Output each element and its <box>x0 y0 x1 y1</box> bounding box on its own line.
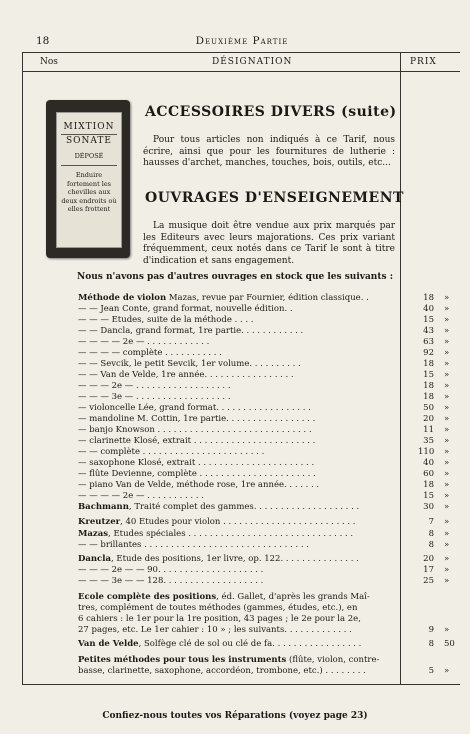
row-price: 63 <box>423 337 434 347</box>
row-price-cents: » <box>444 502 450 512</box>
row-price-cents: » <box>444 554 450 564</box>
row-designation: — saxophone Klosé, extrait . . . . . . . . . . . . . . . . . . . . . . <box>78 458 315 468</box>
row-price-cents: » <box>444 666 450 676</box>
row-designation: — — — Etudes, suite de la méthode . . . . <box>78 315 254 325</box>
row-price-cents: » <box>444 565 450 575</box>
row-price: 92 <box>423 348 434 358</box>
row-price: 20 <box>423 554 434 564</box>
price-column-line <box>400 52 401 684</box>
row-price: 40 <box>423 304 434 314</box>
column-header-price: PRIX <box>410 57 437 67</box>
row-designation: Kreutzer, 40 Etudes pour violon . . . . . . . . . . . . . . . . . . . . . . . . . <box>78 517 356 527</box>
row-price: 110 <box>418 447 435 457</box>
row-price-cents: » <box>444 517 450 527</box>
row-designation: tres, complément de toutes méthodes (gammes, études, etc.), en <box>78 603 358 613</box>
row-designation: 6 cahiers : le 1er pour la 1re position, 43 pages ; le 2e pour la 2e, <box>78 614 361 624</box>
row-price-cents: » <box>444 458 450 468</box>
accessories-text: Pour tous articles non indiqués à ce Tarif, nous écrire, ainsi que pour les fournitures de lutherie : hausses d'archet, manches, touches, bois, outils, etc... <box>143 135 395 168</box>
row-price-cents: » <box>444 491 450 501</box>
product-label-line3: DÉPOSÉ <box>74 152 104 160</box>
row-price: 8 <box>428 639 434 649</box>
row-price: 18 <box>423 293 434 303</box>
row-designation: — violoncelle Lée, grand format. . . . . . . . . . . . . . . . . . <box>78 403 311 413</box>
row-price-cents: » <box>444 315 450 325</box>
row-price: 18 <box>423 392 434 402</box>
row-price: 50 <box>423 403 434 413</box>
column-header-number: Nos <box>40 57 58 67</box>
row-designation: Dancla, Etude des positions, 1er livre, op. 122. . . . . . . . . . . . . . . <box>78 554 359 564</box>
page-header <box>36 35 448 49</box>
row-price-cents: » <box>444 359 450 369</box>
row-designation: — — — — 2e — . . . . . . . . . . . . <box>78 337 210 347</box>
row-price-cents: » <box>444 370 450 380</box>
row-price-cents: » <box>444 480 450 490</box>
row-price-cents: » <box>444 326 450 336</box>
row-designation: — banjo Knowson . . . . . . . . . . . . . . . . . . . . . . . . . . . . . <box>78 425 312 435</box>
row-price-cents: » <box>444 447 450 457</box>
row-designation: Méthode de violon Mazas, revue par Fournier, édition classique. . <box>78 293 369 303</box>
footer-note: Confiez-nous toutes vos Réparations (voyez page 23) <box>102 711 368 721</box>
product-label-line2: SONATE <box>66 136 112 146</box>
row-price: 15 <box>423 491 434 501</box>
left-border-line <box>22 52 23 684</box>
row-designation: — — — 2e — . . . . . . . . . . . . . . . . . . <box>78 381 231 391</box>
row-price-cents: » <box>444 381 450 391</box>
row-designation: — — Van de Velde, 1re année. . . . . . . . . . . . . . . . . <box>78 370 294 380</box>
teaching-works-heading: OUVRAGES D'ENSEIGNEMENT <box>145 190 404 206</box>
row-price-cents: » <box>444 304 450 314</box>
row-price-cents: » <box>444 425 450 435</box>
row-designation: basse, clarinette, saxophone, accordéon, trombone, etc.) . . . . . . . . <box>78 666 366 676</box>
teaching-works-text: La musique doit être vendue aux prix marqués par les Editeurs avec leurs majorations. Ces prix variant fréquemment, ceux notés dans ce Tarif le sont à titre d'indication et sans engagement. <box>143 221 395 266</box>
row-designation: — — — 2e — — 90. . . . . . . . . . . . . . . . . . . . <box>78 565 264 575</box>
row-price-cents: » <box>444 414 450 424</box>
row-designation: Ecole complète des positions, éd. Gallet, d'après les grands Maî- <box>78 592 370 602</box>
row-price: 60 <box>423 469 434 479</box>
row-price: 8 <box>428 540 434 550</box>
stock-intro: Nous n'avons pas d'autres ouvrages en stock que les suivants : <box>76 272 394 282</box>
row-price-cents: » <box>444 576 450 586</box>
row-price: 5 <box>428 666 434 676</box>
row-designation: — — — 3e — — 128. . . . . . . . . . . . . . . . . . . <box>78 576 264 586</box>
product-label-line1: MIXTION <box>63 122 115 132</box>
row-price-cents: » <box>444 529 450 539</box>
row-designation: — flûte Devienne, complète . . . . . . . . . . . . . . . . . . . . . . <box>78 469 316 479</box>
row-price-cents: » <box>444 469 450 479</box>
row-price-cents: » <box>444 625 450 635</box>
row-price-cents: » <box>444 403 450 413</box>
row-price: 20 <box>423 414 434 424</box>
row-price: 9 <box>428 625 434 635</box>
row-price: 15 <box>423 370 434 380</box>
part-title: Deuxième Partie <box>195 35 289 47</box>
row-price-cents: 50 <box>444 639 455 649</box>
row-designation: — — — — 2e — . . . . . . . . . . . <box>78 491 204 501</box>
row-designation: Van de Velde, Solfège clé de sol ou clé de fa. . . . . . . . . . . . . . . . . <box>78 639 362 649</box>
row-designation: — — Dancla, grand format, 1re partie. . . . . . . . . . . . <box>78 326 304 336</box>
row-price: 8 <box>428 529 434 539</box>
row-price: 43 <box>423 326 434 336</box>
row-price: 25 <box>423 576 434 586</box>
product-label-instructions: Enduire fortement les chevilles aux deux endroits où elles frottent <box>61 171 117 213</box>
row-designation: — — Jean Conte, grand format, nouvelle édition. . <box>78 304 293 314</box>
row-designation: — mandoline M. Cottin, 1re partie. . . . . . . . . . . . . . . . . <box>78 414 316 424</box>
row-price: 7 <box>428 517 434 527</box>
row-designation: Petites méthodes pour tous les instruments (flûte, violon, contre- <box>78 655 380 665</box>
row-designation: — — brillantes . . . . . . . . . . . . . . . . . . . . . . . . . . . . . . . <box>78 540 309 550</box>
row-designation: Mazas, Etudes spéciales . . . . . . . . . . . . . . . . . . . . . . . . . . . . . . . <box>78 529 354 539</box>
mixtion-product-image <box>46 100 130 258</box>
accessories-heading: ACCESSOIRES DIVERS (suite) <box>145 104 397 120</box>
row-designation: Bachmann, Traité complet des gammes. . . . . . . . . . . . . . . . . . . . <box>78 502 360 512</box>
row-price-cents: » <box>444 392 450 402</box>
row-designation: — — complète . . . . . . . . . . . . . . . . . . . . . . . <box>78 447 265 457</box>
row-designation: — clarinette Klosé, extrait . . . . . . . . . . . . . . . . . . . . . . . <box>78 436 316 446</box>
row-price: 18 <box>423 359 434 369</box>
row-price-cents: » <box>444 337 450 347</box>
row-price: 18 <box>423 381 434 391</box>
row-price: 40 <box>423 458 434 468</box>
table-bottom-line <box>22 684 460 685</box>
row-designation: — — — 3e — . . . . . . . . . . . . . . . . . . <box>78 392 231 402</box>
row-designation: — piano Van de Velde, méthode rose, 1re année. . . . . . . <box>78 480 320 490</box>
table-header <box>22 52 460 72</box>
row-price: 18 <box>423 480 434 490</box>
row-price: 35 <box>423 436 434 446</box>
row-designation: 27 pages, etc. Le 1er cahier : 10 » ; les suivants. . . . . . . . . . . . . <box>78 625 352 635</box>
row-price-cents: » <box>444 540 450 550</box>
row-designation: — — Sevcik, le petit Sevcik, 1er volume. . . . . . . . . . <box>78 359 301 369</box>
row-price: 15 <box>423 315 434 325</box>
row-price: 30 <box>423 502 434 512</box>
row-price: 11 <box>423 425 434 435</box>
page-number: 18 <box>36 35 50 47</box>
row-designation: — — — — complète . . . . . . . . . . . <box>78 348 222 358</box>
row-price-cents: » <box>444 293 450 303</box>
column-header-designation: DÉSIGNATION <box>212 57 293 67</box>
row-price-cents: » <box>444 436 450 446</box>
row-price: 17 <box>423 565 434 575</box>
row-price-cents: » <box>444 348 450 358</box>
